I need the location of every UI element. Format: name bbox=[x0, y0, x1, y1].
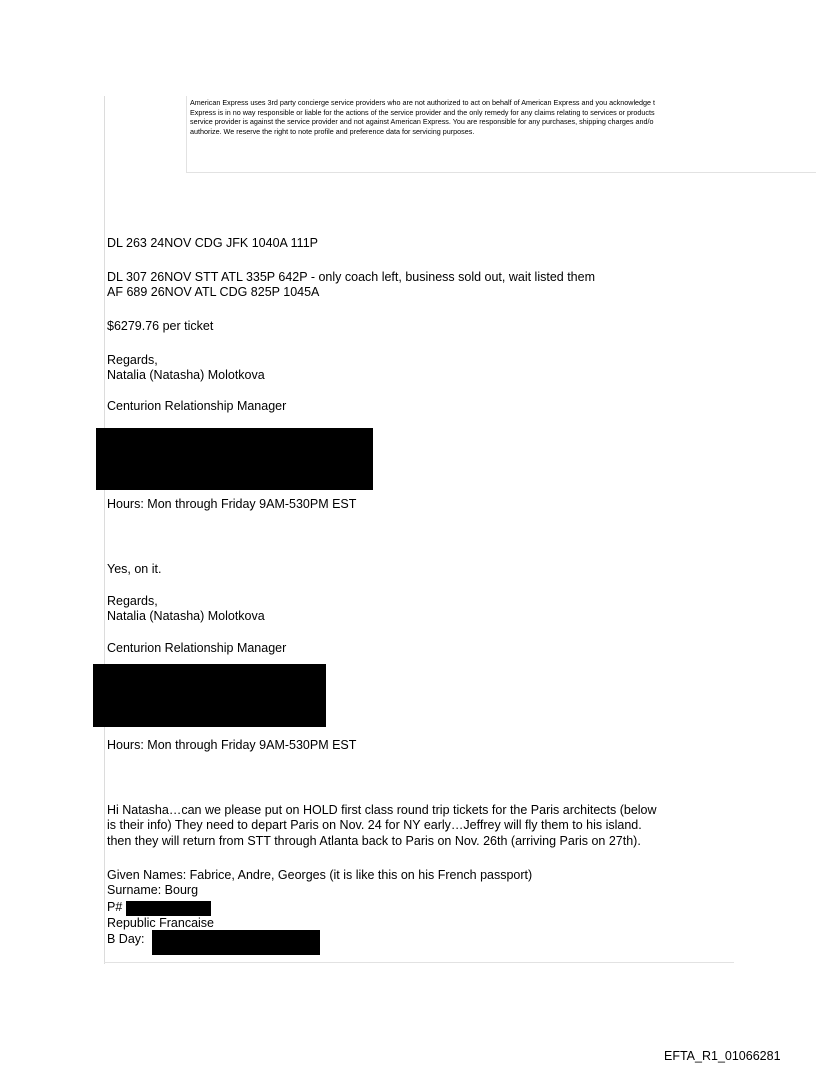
sig1-hours: Hours: Mon through Friday 9AM-530PM EST bbox=[107, 497, 357, 511]
redaction-block bbox=[96, 428, 373, 490]
sig2-title: Centurion Relationship Manager bbox=[107, 641, 287, 655]
flight-line-2: DL 307 26NOV STT ATL 335P 642P - only coach left, business sold out, wait listed them bbox=[107, 270, 596, 284]
document-id: EFTA_R1_01066281 bbox=[664, 1049, 781, 1063]
request-line-1: Hi Natasha…can we please put on HOLD first class round trip tickets for the Paris architects (below bbox=[107, 803, 657, 817]
request-line-3: then they will return from STT through Atlanta back to Paris on Nov. 26th (arriving Paris on 27th). bbox=[107, 834, 641, 848]
disclaimer-line: American Express uses 3rd party concierge service providers who are not authorized to act on behalf of American Express and you acknowledge t bbox=[190, 98, 656, 107]
quote-border bbox=[104, 96, 105, 964]
disclaimer-line: Express is in no way responsible or liable for the actions of the service provider and the only remedy for any claims relating to services or products bbox=[190, 107, 655, 117]
redaction-block bbox=[126, 901, 211, 916]
disclaimer-line: service provider is against the service provider and not against American Express. You are responsible for any purchases, shipping charges and/o bbox=[190, 117, 654, 127]
reply-text: Yes, on it. bbox=[107, 562, 162, 576]
surname: Surname: Bourg bbox=[107, 883, 199, 897]
sig2-hours: Hours: Mon through Friday 9AM-530PM EST bbox=[107, 738, 357, 752]
bottom-separator bbox=[104, 962, 734, 963]
sig2-regards: Regards, bbox=[107, 594, 158, 608]
redaction-block bbox=[152, 930, 320, 955]
sig1-title: Centurion Relationship Manager bbox=[107, 399, 287, 413]
bday-label: B Day: bbox=[107, 932, 145, 946]
redaction-block bbox=[93, 664, 326, 727]
sig1-name: Natalia (Natasha) Molotkova bbox=[107, 368, 265, 382]
ticket-price: $6279.76 per ticket bbox=[107, 319, 214, 333]
flight-line-1: DL 263 24NOV CDG JFK 1040A 111P bbox=[107, 236, 318, 250]
passport-label: P# bbox=[107, 900, 123, 914]
request-line-2: is their info) They need to depart Paris on Nov. 24 for NY early…Jeffrey will fly them to his island. bbox=[107, 818, 642, 832]
given-names: Given Names: Fabrice, Andre, Georges (it is like this on his French passport) bbox=[107, 868, 533, 882]
flight-line-3: AF 689 26NOV ATL CDG 825P 1045A bbox=[107, 285, 320, 299]
sig2-name: Natalia (Natasha) Molotkova bbox=[107, 609, 265, 623]
sig1-regards: Regards, bbox=[107, 353, 158, 367]
disclaimer-text bbox=[190, 98, 816, 136]
country: Republic Francaise bbox=[107, 916, 214, 930]
disclaimer-line: authorize. We reserve the right to note profile and preference data for servicing purposes. bbox=[190, 126, 475, 136]
